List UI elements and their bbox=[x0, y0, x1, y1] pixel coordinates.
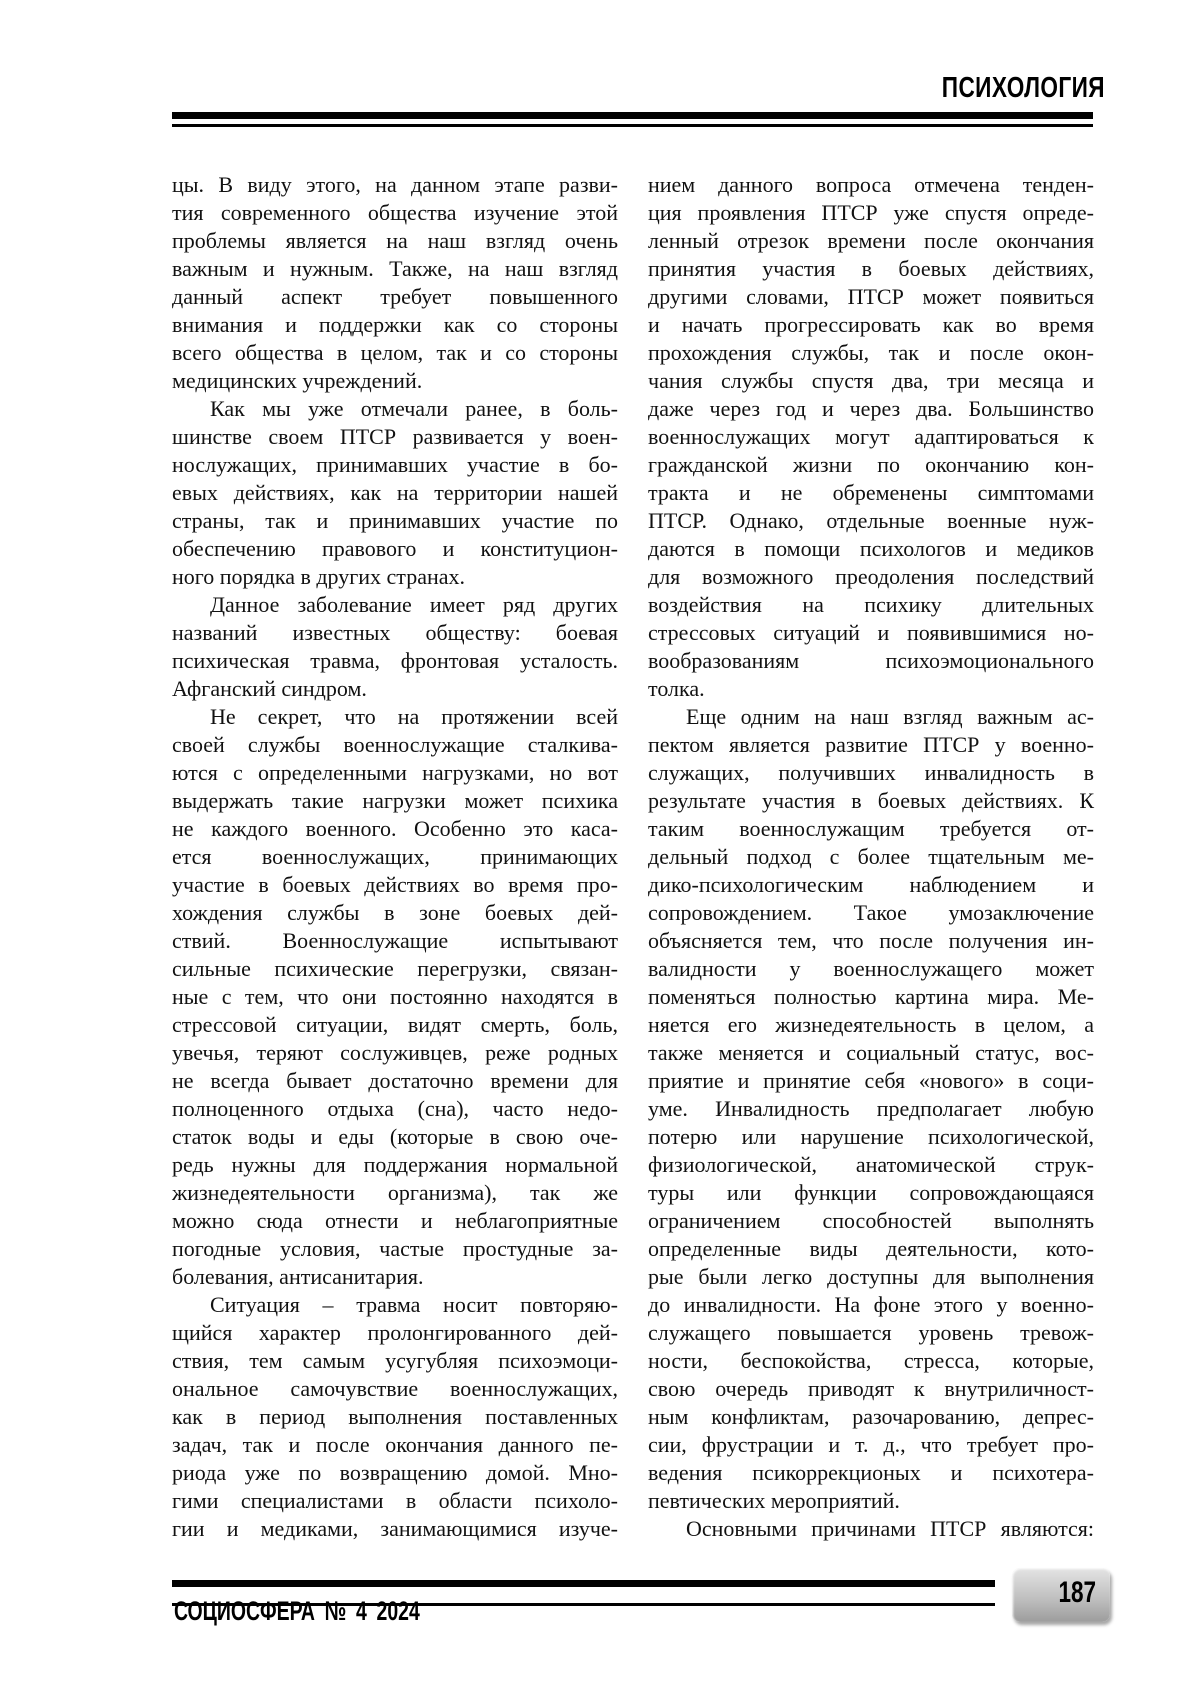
text-line: важным и нужным. Также, на наш взгляд bbox=[172, 255, 618, 283]
text-line: редь нужны для поддержания нормальной bbox=[172, 1151, 618, 1179]
text-line: даются в помощи психологов и медиков bbox=[648, 535, 1094, 563]
text-line: ные с тем, что они постоянно находятся в bbox=[172, 983, 618, 1011]
text-line: пектом является развитие ПТСР у военно- bbox=[648, 731, 1094, 759]
text-line: другими словами, ПТСР может появиться bbox=[648, 283, 1094, 311]
text-line: психическая травма, фронтовая усталость. bbox=[172, 647, 618, 675]
text-line: ного порядка в других странах. bbox=[172, 563, 618, 591]
text-line: таким военнослужащим требуется от- bbox=[648, 815, 1094, 843]
text-line: обеспечению правового и конституцион- bbox=[172, 535, 618, 563]
paragraph bbox=[172, 1291, 618, 1543]
text-line: ПТСР. Однако, отдельные военные нуж- bbox=[648, 507, 1094, 535]
paragraph bbox=[648, 703, 1094, 1515]
text-line: Не секрет, что на протяжении всей bbox=[172, 703, 618, 731]
text-line: для возможного преодоления последствий bbox=[648, 563, 1094, 591]
text-line: Как мы уже отмечали ранее, в боль- bbox=[172, 395, 618, 423]
text-line: стрессовых ситуаций и появившимися но- bbox=[648, 619, 1094, 647]
text-line: статок воды и еды (которые в свою оче- bbox=[172, 1123, 618, 1151]
header-rule-thin bbox=[172, 124, 1093, 127]
text-line: сии, фрустрации и т. д., что требует про- bbox=[648, 1431, 1094, 1459]
text-line: стрессовой ситуации, видят смерть, боль, bbox=[172, 1011, 618, 1039]
text-line: вообразованиям психоэмоционального bbox=[648, 647, 1094, 675]
text-line: принятия участия в боевых действиях, bbox=[648, 255, 1094, 283]
text-line: до инвалидности. На фоне этого у военно- bbox=[648, 1291, 1094, 1319]
text-line: ются с определенными нагрузками, но вот bbox=[172, 759, 618, 787]
paragraph bbox=[648, 171, 1094, 703]
text-line: певтических мероприятий. bbox=[648, 1487, 1094, 1515]
text-line: гими специалистами в области психоло- bbox=[172, 1487, 618, 1515]
text-line: военнослужащих могут адаптироваться к bbox=[648, 423, 1094, 451]
text-line: воздействия на психику длительных bbox=[648, 591, 1094, 619]
text-line: нием данного вопроса отмечена тенден- bbox=[648, 171, 1094, 199]
text-line: гражданской жизни по окончанию кон- bbox=[648, 451, 1094, 479]
text-line: ствия, тем самым усугубляя психоэмоци- bbox=[172, 1347, 618, 1375]
text-line: всего общества в целом, так и со стороны bbox=[172, 339, 618, 367]
text-line: сопровождением. Такое умозаключение bbox=[648, 899, 1094, 927]
text-line: няется его жизнедеятельность в целом, а bbox=[648, 1011, 1094, 1039]
text-line: дельный подход с более тщательным ме- bbox=[648, 843, 1094, 871]
text-line: Афганский синдром. bbox=[172, 675, 618, 703]
text-line: ленный отрезок времени после окончания bbox=[648, 227, 1094, 255]
journal-issue: СОЦИОСФЕРА № 4 2024 bbox=[174, 1596, 420, 1627]
text-line: туры или функции сопровождающаяся bbox=[648, 1179, 1094, 1207]
text-line: также меняется и социальный статус, вос- bbox=[648, 1039, 1094, 1067]
text-line: чания службы спустя два, три месяца и bbox=[648, 367, 1094, 395]
text-line: увечья, теряют сослуживцев, реже родных bbox=[172, 1039, 618, 1067]
text-line: уме. Инвалидность предполагает любую bbox=[648, 1095, 1094, 1123]
text-line: Основными причинами ПТСР являются: bbox=[648, 1515, 1094, 1543]
paragraph bbox=[172, 591, 618, 703]
text-line: валидности у военнослужащего может bbox=[648, 955, 1094, 983]
text-line: полноценного отдыха (сна), часто недо- bbox=[172, 1095, 618, 1123]
text-line: поменяться полностью картина мира. Ме- bbox=[648, 983, 1094, 1011]
text-line: выдержать такие нагрузки может психика bbox=[172, 787, 618, 815]
paragraph bbox=[172, 395, 618, 591]
header-rule-thick bbox=[172, 112, 1093, 119]
text-line: тракта и не обременены симптомами bbox=[648, 479, 1094, 507]
text-line: шинстве своем ПТСР развивается у воен- bbox=[172, 423, 618, 451]
text-line: щийся характер пролонгированного дей- bbox=[172, 1319, 618, 1347]
text-line: даже через год и через два. Большинство bbox=[648, 395, 1094, 423]
footer-rule-thick bbox=[172, 1580, 995, 1587]
text-line: можно сюда отнести и неблагоприятные bbox=[172, 1207, 618, 1235]
text-line: ция проявления ПТСР уже спустя опреде- bbox=[648, 199, 1094, 227]
text-line: ности, беспокойства, стресса, которые, bbox=[648, 1347, 1094, 1375]
text-line: медицинских учреждений. bbox=[172, 367, 618, 395]
text-line: прохождения службы, так и после окон- bbox=[648, 339, 1094, 367]
text-line: страны, так и принимавших участие по bbox=[172, 507, 618, 535]
text-line: потерю или нарушение психологической, bbox=[648, 1123, 1094, 1151]
text-line: физиологической, анатомической струк- bbox=[648, 1151, 1094, 1179]
text-line: данный аспект требует повышенного bbox=[172, 283, 618, 311]
right-column bbox=[648, 171, 1094, 1543]
text-line: приятие и принятие себя «нового» в соци- bbox=[648, 1067, 1094, 1095]
text-line: жизнедеятельности организма), так же bbox=[172, 1179, 618, 1207]
text-line: результате участия в боевых действиях. К bbox=[648, 787, 1094, 815]
text-line: хождения службы в зоне боевых дей- bbox=[172, 899, 618, 927]
text-line: погодные условия, частые простудные за- bbox=[172, 1235, 618, 1263]
text-line: служащего повышается уровень тревож- bbox=[648, 1319, 1094, 1347]
text-line: не каждого военного. Особенно это каса- bbox=[172, 815, 618, 843]
text-line: нослужащих, принимавших участие в бо- bbox=[172, 451, 618, 479]
text-line: служащих, получивших инвалидность в bbox=[648, 759, 1094, 787]
text-line: тия современного общества изучение этой bbox=[172, 199, 618, 227]
page-number-badge bbox=[1012, 1568, 1110, 1622]
text-line: Еще одним на наш взгляд важным ас- bbox=[648, 703, 1094, 731]
text-line: рые были легко доступны для выполнения bbox=[648, 1263, 1094, 1291]
text-line: евых действиях, как на территории нашей bbox=[172, 479, 618, 507]
text-line: болевания, антисанитария. bbox=[172, 1263, 618, 1291]
text-line: определенные виды деятельности, кото- bbox=[648, 1235, 1094, 1263]
text-line: гии и медиками, занимающимися изуче- bbox=[172, 1515, 618, 1543]
paragraph bbox=[172, 703, 618, 1291]
text-line: Ситуация – травма носит повторяю- bbox=[172, 1291, 618, 1319]
text-line: проблемы является на наш взгляд очень bbox=[172, 227, 618, 255]
text-line: объясняется тем, что после получения ин- bbox=[648, 927, 1094, 955]
text-line: своей службы военнослужащие сталкива- bbox=[172, 731, 618, 759]
text-line: ется военнослужащих, принимающих bbox=[172, 843, 618, 871]
text-line: ным конфликтам, разочарованию, депрес- bbox=[648, 1403, 1094, 1431]
text-line: задач, так и после окончания данного пе- bbox=[172, 1431, 618, 1459]
left-column bbox=[172, 171, 618, 1543]
text-line: сильные психические перегрузки, связан- bbox=[172, 955, 618, 983]
text-line: Данное заболевание имеет ряд других bbox=[172, 591, 618, 619]
text-line: внимания и поддержки как со стороны bbox=[172, 311, 618, 339]
text-line: ствий. Военнослужащие испытывают bbox=[172, 927, 618, 955]
text-line: риода уже по возвращению домой. Мно- bbox=[172, 1459, 618, 1487]
section-rubric: ПСИХОЛОГИЯ bbox=[942, 72, 1090, 105]
text-line: дико-психологическим наблюдением и bbox=[648, 871, 1094, 899]
text-line: ограничением способностей выполнять bbox=[648, 1207, 1094, 1235]
text-line: свою очередь приводят к внутриличност- bbox=[648, 1375, 1094, 1403]
text-line: не всегда бывает достаточно времени для bbox=[172, 1067, 618, 1095]
paragraph bbox=[648, 1515, 1094, 1543]
text-line: ональное самочувствие военнослужащих, bbox=[172, 1375, 618, 1403]
text-line: цы. В виду этого, на данном этапе разви- bbox=[172, 171, 618, 199]
paragraph bbox=[172, 171, 618, 395]
text-line: толка. bbox=[648, 675, 1094, 703]
text-line: ведения псикоррекционых и психотера- bbox=[648, 1459, 1094, 1487]
text-line: участие в боевых действиях во время про- bbox=[172, 871, 618, 899]
text-line: и начать прогрессировать как во время bbox=[648, 311, 1094, 339]
text-line: как в период выполнения поставленных bbox=[172, 1403, 618, 1431]
text-line: названий известных обществу: боевая bbox=[172, 619, 618, 647]
page-number: 187 bbox=[1058, 1576, 1096, 1610]
